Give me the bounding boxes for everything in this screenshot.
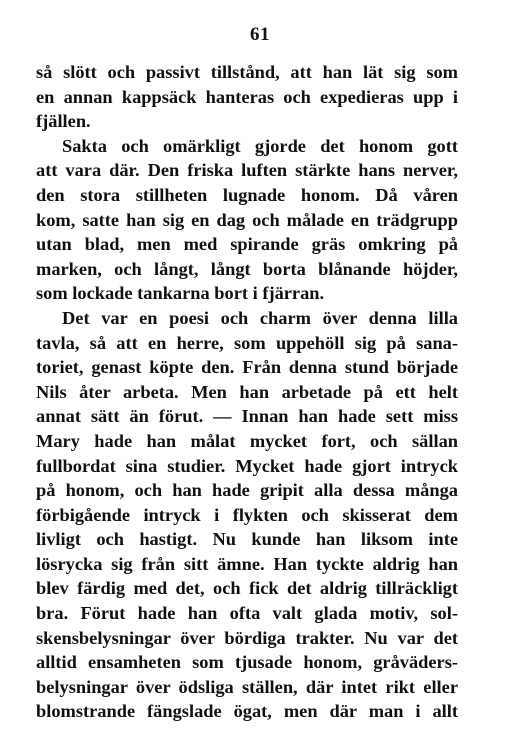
- page-number: 61: [250, 24, 270, 45]
- text-line: marken, och långt, långt borta blånande höjder,: [36, 258, 458, 279]
- text-line: livligt och hastigt. Nu kunde han liksom inte: [36, 529, 458, 550]
- text-line: alltid ensamheten som tjusade honom, gråväders-: [36, 652, 458, 673]
- text-line: som lockade tankarna bort i fjärran.: [36, 283, 325, 304]
- text-line: annat sätt än förut. — Innan han hade sett miss: [36, 406, 458, 427]
- text-line: kom, satte han sig en dag och målade en trädgrupp: [36, 209, 458, 230]
- text-line: Nils åter arbeta. Men han arbetade på ett helt: [36, 381, 458, 402]
- text-line: blomstrande fängslade ögat, men där man i allt: [36, 701, 458, 722]
- text-line: så slött och passivt tillstånd, att han lät sig som: [36, 62, 458, 82]
- text-line: belysningar över ödsliga ställen, där intet rikt eller: [36, 676, 458, 697]
- text-line: bra. Förut hade han ofta valt glada motiv, sol-: [36, 603, 458, 624]
- text-line: skensbelysningar över bördiga trakter. Nu var det: [36, 627, 458, 648]
- text-line: lösrycka sig från sitt ämne. Han tyckte aldrig han: [36, 553, 458, 574]
- text-line: att vara där. Den friska luften stärkte hans nerver,: [36, 160, 458, 181]
- text-line: fullbordat sina studier. Mycket hade gjort intryck: [36, 455, 458, 476]
- text-line: tavla, så att en herre, som uppehöll sig på sana-: [36, 332, 458, 353]
- text-line: fjällen.: [36, 111, 91, 132]
- text-line: Mary hade han målat mycket fort, och sällan: [36, 430, 458, 451]
- text-line: på honom, och han hade gripit alla dessa många: [36, 480, 458, 501]
- text-line: förbigående intryck i flykten och skisserat dem: [36, 504, 458, 525]
- text-line: Sakta och omärkligt gjorde det honom gott: [62, 135, 458, 156]
- text-line: blev färdig med det, och fick det aldrig tillräckligt: [36, 578, 458, 599]
- text-line: den stora stillheten lugnade honom. Då våren: [36, 184, 458, 205]
- text-line: Det var en poesi och charm över denna lilla: [62, 307, 458, 328]
- text-line: en annan kappsäck hanteras och expedieras upp i: [36, 86, 458, 107]
- text-line: utan blad, men med spirande gräs omkring på: [36, 234, 458, 255]
- text-line: toriet, genast köpte den. Från denna stund började: [36, 357, 458, 378]
- body-text: [36, 60, 458, 724]
